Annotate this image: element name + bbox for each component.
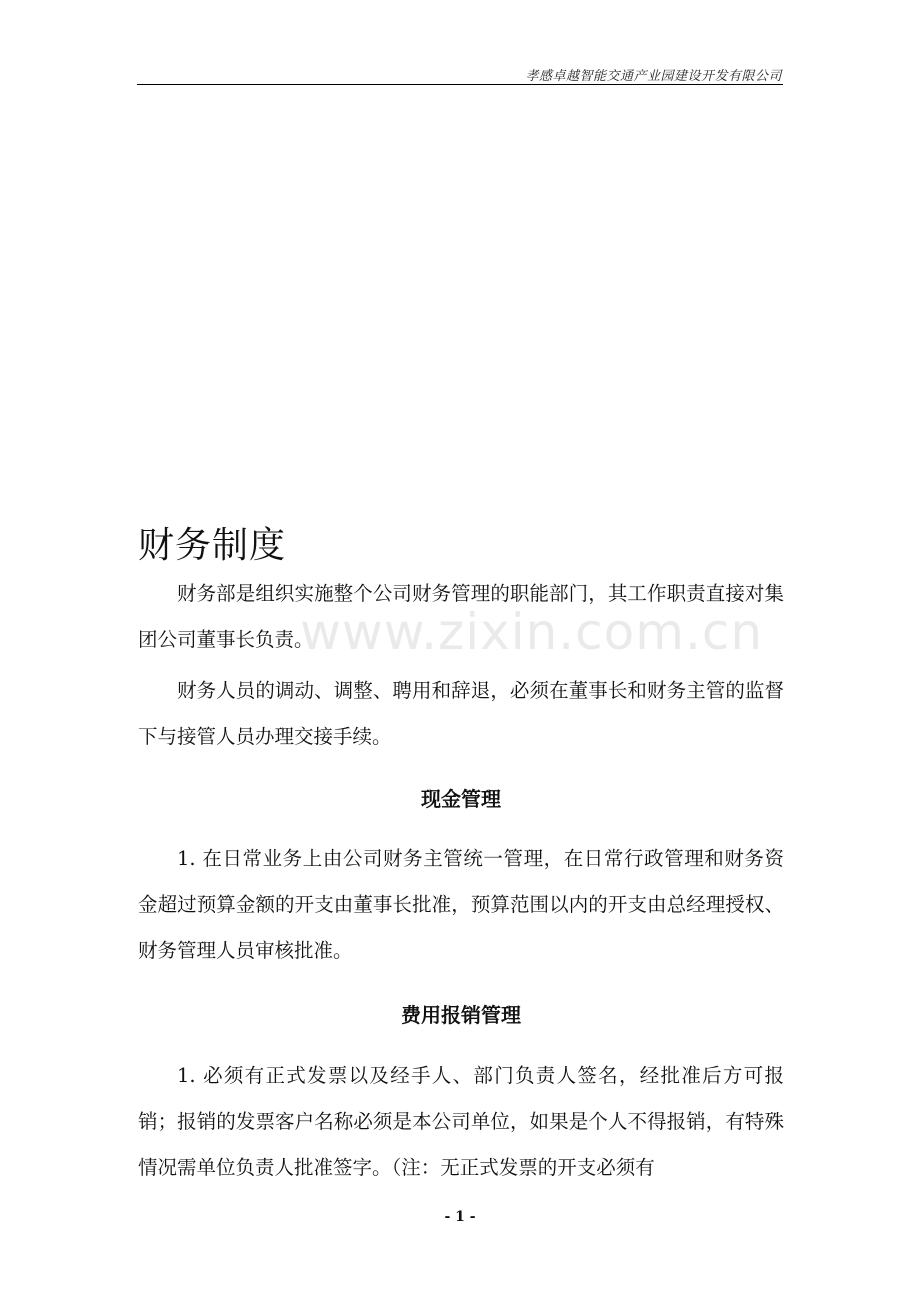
- document-title: 财务制度: [138, 525, 287, 566]
- watermark-text: www.zixin.com.cn: [300, 603, 764, 661]
- header-company-name: 孝感卓越智能交通产业园建设开发有限公司: [525, 69, 782, 84]
- section-heading-expense-reimbursement: 费用报销管理: [401, 1003, 521, 1027]
- section-heading-cash-management: 现金管理: [421, 787, 501, 811]
- intro-paragraph-2: 财务人员的调动、调整、聘用和辞退，必须在董事长和财务主管的监督下与接管人员办理交接手续。: [138, 679, 784, 748]
- header-divider: [137, 84, 783, 85]
- intro-paragraph-1: 财务部是组织实施整个公司财务管理的职能部门，其工作职责直接对集团公司董事长负责。: [138, 582, 784, 651]
- cash-management-item-1: 1. 在日常业务上由公司财务主管统一管理，在日常行政管理和财务资金超过预算金额的开支由董事长批准，预算范围以内的开支由总经理授权、财务管理人员审核批准。: [138, 847, 784, 962]
- expense-reimbursement-item-1: 1. 必须有正式发票以及经手人、部门负责人签名，经批准后方可报销；报销的发票客户名称必须是本公司单位，如果是个人不得报销，有特殊情况需单位负责人批准签字。（注：无正式发票的开支必须有: [138, 1064, 784, 1179]
- page-number: - 1 -: [444, 1209, 476, 1225]
